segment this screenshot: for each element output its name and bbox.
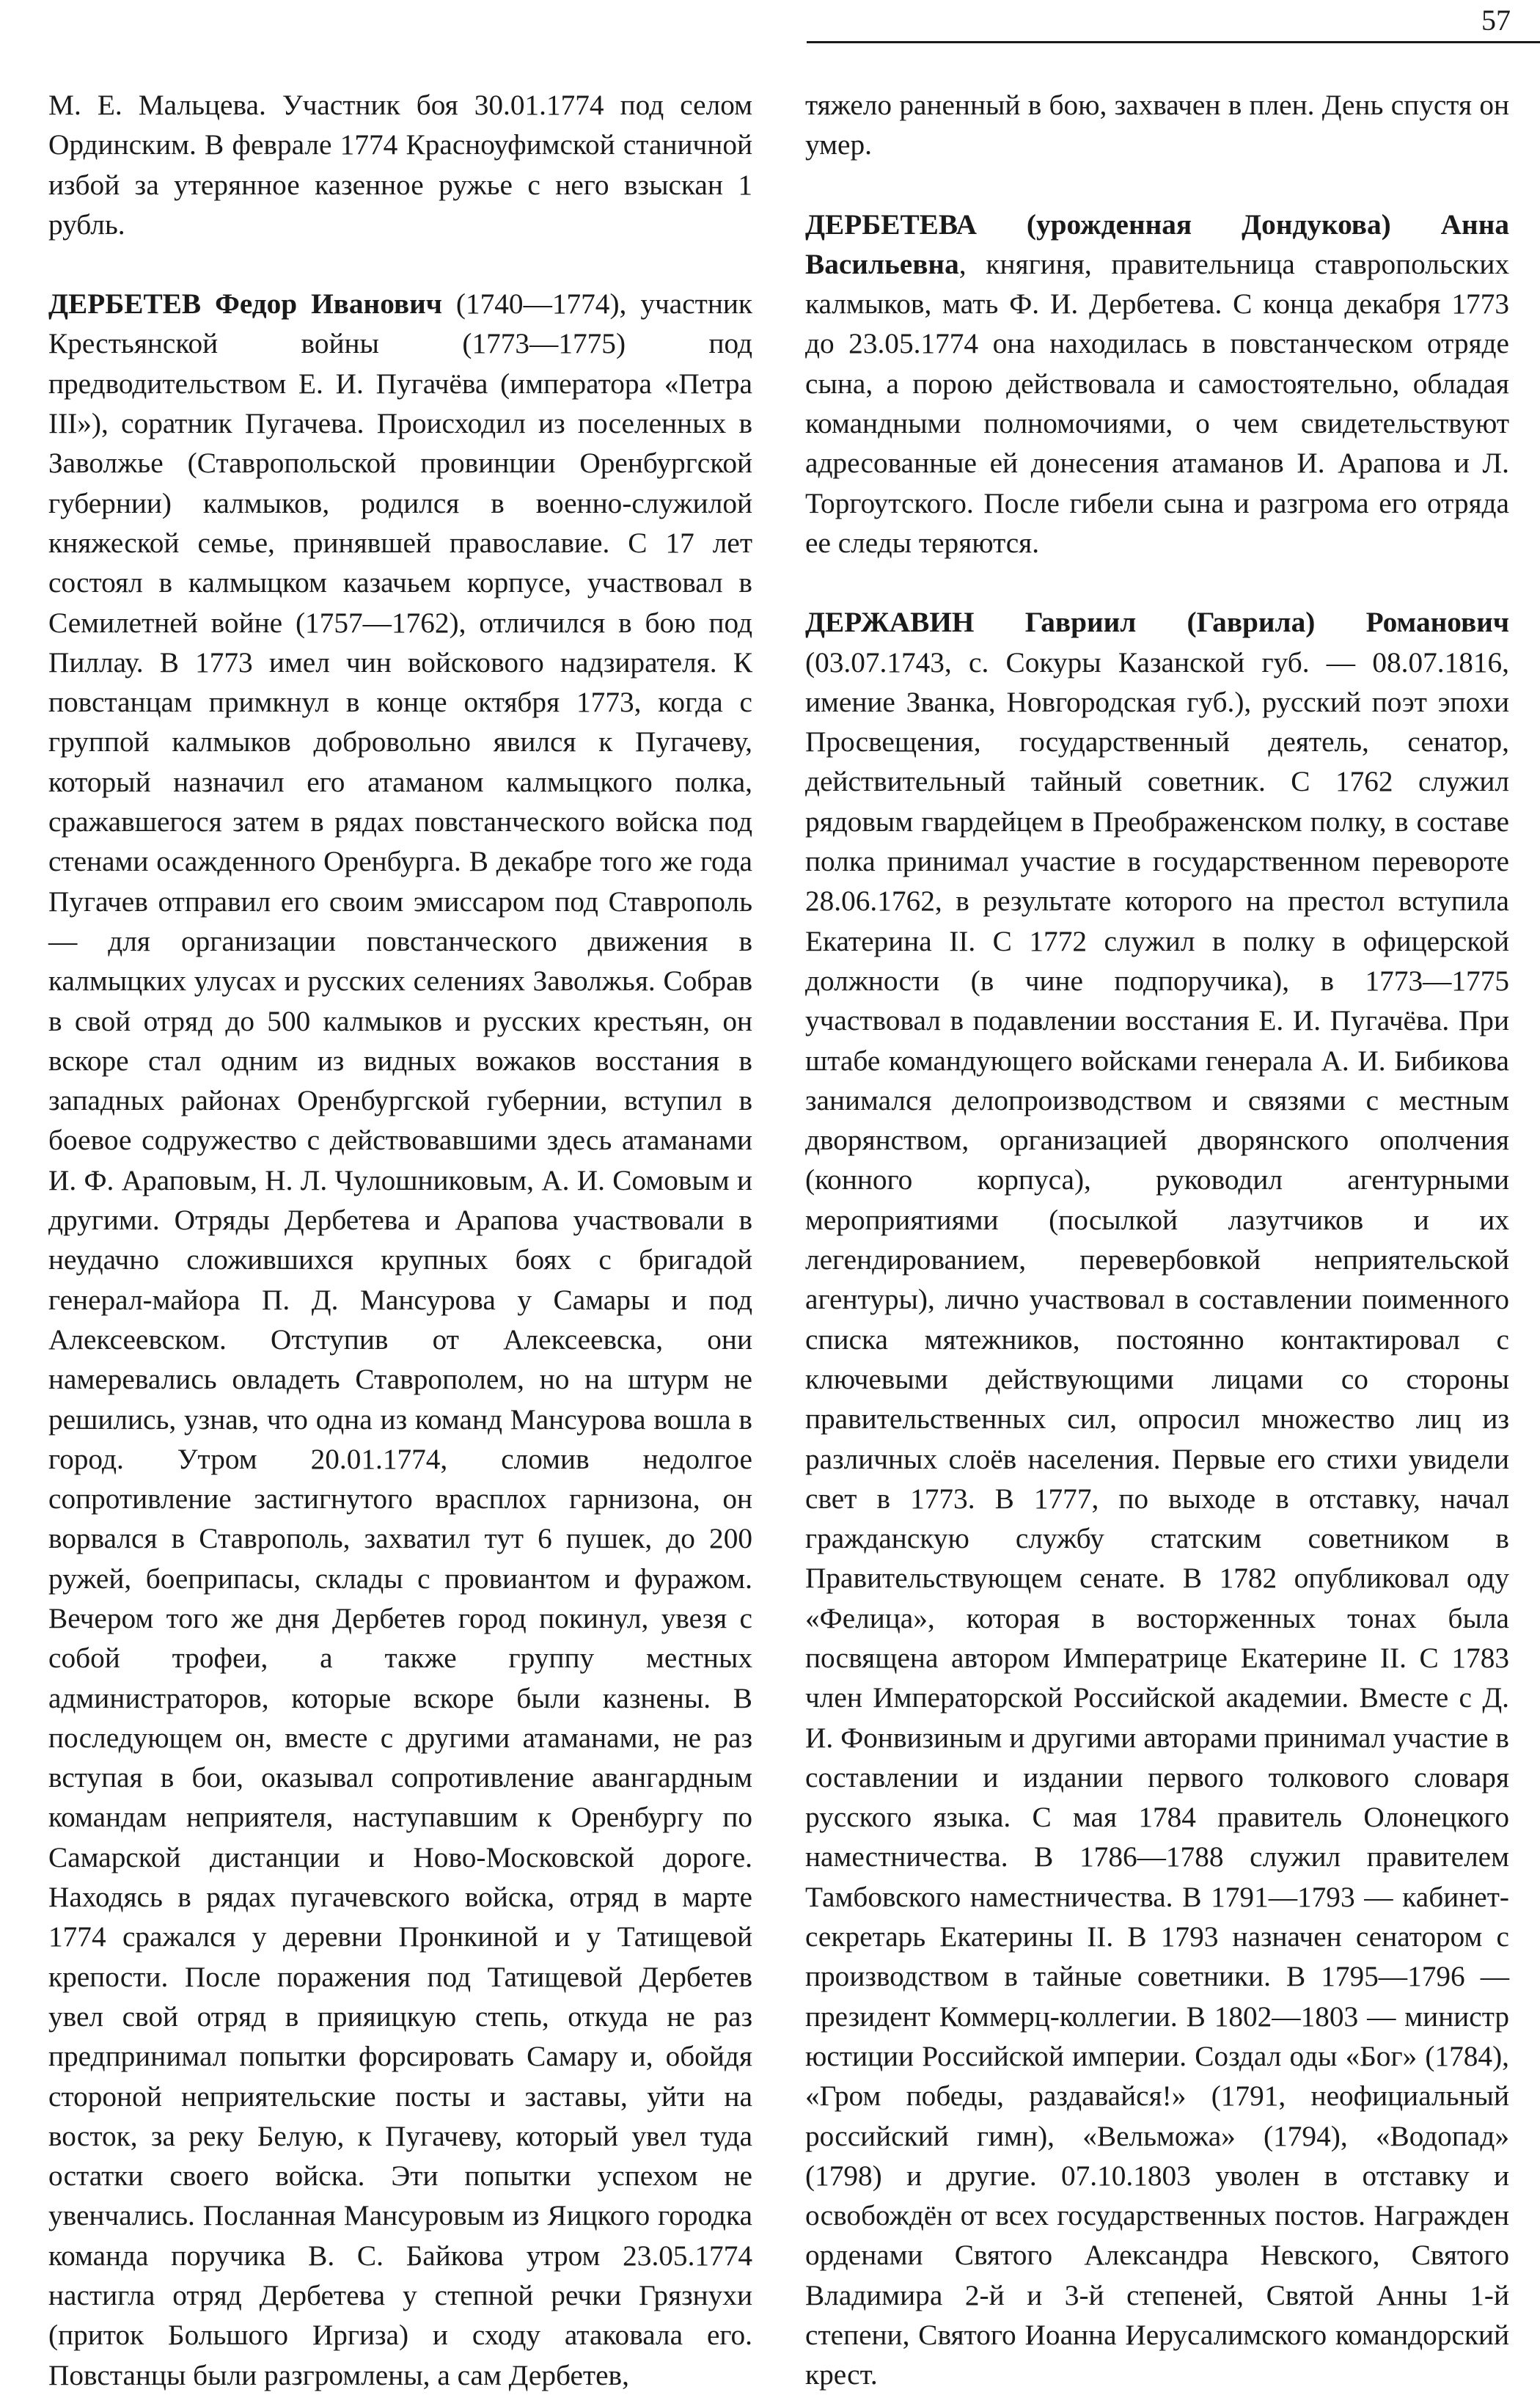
entry-continuation-right: тяжело раненный в бою, захвачен в плен. День спустя он умер. xyxy=(805,89,1509,161)
entry-headword: ДЕРЖАВИН Гавриил (Гаврила) Романович xyxy=(805,606,1509,639)
entry-headword: ДЕРБЕТЕВ Федор Иванович xyxy=(48,288,442,321)
entry-body: (03.07.1743, с. Сокуры Казанской губ. — 08.07.1816, имение Званка, Новгородская губ.), русский поэт эпохи Просвещения, государственный деятель, сенатор, действительный тайный советник. С 1762 служил рядовым гвардейцем в Преображенском полку, в составе полка принимал участие в государственном перевороте 28.06.1762, в результате которого на престол вступила Екатерина II. С 1772 служил в полку в офицерской должности (в чине подпоручика), в 1773—1775 участвовал в подавлении восстания Е. И. Пугачёва. При штабе командующего войсками генерала А. И. Бибикова занимался делопроизводством и связями с местным дворянством, организацией дворянского ополчения (конного корпуса), руководил агентурными мероприятиями (посылкой лазутчиков и их легендированием, перевербовкой неприятельской агентуры), лично участвовал в составлении поименного списка мятежников, постоянно контактировал с ключевыми действующими лицами со стороны правительственных сил, опросил множество лиц из различных слоёв населения. Первые его стихи увидели свет в 1773. В 1777, по выходе в отставку, начал гражданскую службу статским советником в Правительствующем сенате. В 1782 опубликовал оду «Фелица», которая в восторженных тонах была посвящена автором Императрице Екатерине II. С 1783 член Императорской Российской академии. Вместе с Д. И. Фонвизиным и другими авторами принимал участие в составлении и издании первого толкового словаря русского языка. С мая 1784 правитель Олонецкого наместничества. В 1786—1788 служил правителем Тамбовского наместничества. В 1791—1793 — кабинет-секретарь Екатерины II. В 1793 назначен сенатором с производством в тайные советники. В 1795—1796 — президент Коммерц-коллегии. В 1802—1803 — министр юстиции Российской империи. Создал оды «Бог» (1784), «Гром победы, раздавайся!» (1791, неофициальный российский гимн), «Вельможа» (1794), «Водопад» (1798) и другие. 07.10.1803 уволен в отставку и освобождён от всех государственных постов. Награжден орденами Святого Александра Невского, Святого Владимира 2-й и 3-й степеней, Святой Анны 1-й степени, Святого Иоанна Иерусалимского командорский крест. xyxy=(805,646,1509,2391)
entry-headword: ДЕРБЕТЕВА (урожденная Дондукова) Анна Васильевна xyxy=(805,208,1509,280)
entry-body: (1740—1774), участник Крестьянской войны (1773—1775) под предводительством Е. И. Пугачёва (императора «Петра III»), соратник Пугачева. Происходил из поселенных в Заволжье (Ставропольской провинции Оренбургской губернии) калмыков, родился в военно-служилой княжеской семье, принявшей православие. С 17 лет состоял в калмыцком казачьем корпусе, участвовал в Семилетней войне (1757—1762), отличился в бою под Пиллау. В 1773 имел чин войскового надзирателя. К повстанцам примкнул в конце октября 1773, когда с группой калмыков добровольно явился к Пугачеву, который назначил его атаманом калмыцкого полка, сражавшегося затем в рядах повстанческого войска под стенами осажденного Оренбурга. В декабре того же года Пугачев отправил его своим эмиссаром под Ставрополь — для организации повстанческого движения в калмыцких улусах и русских селениях Заволжья. Собрав в свой отряд до 500 калмыков и русских крестьян, он вскоре стал одним из видных вожаков восстания в западных районах Оренбургской губернии, вступил в боевое содружество с действовавшими здесь атаманами И. Ф. Араповым, Н. Л. Чулошниковым, А. И. Сомовым и другими. Отряды Дербетева и Арапова участвовали в неудачно сложившихся крупных боях с бригадой генерал-майора П. Д. Мансурова у Самары и под Алексеевском. Отступив от Алексеевска, они намеревались овладеть Ставрополем, но на штурм не решились, узнав, что одна из команд Мансурова вошла в город. Утром 20.01.1774, сломив недолгое сопротивление застигнутого врасплох гарнизона, он ворвался в Ставрополь, захватил тут 6 пушек, до 200 ружей, боеприпасы, склады с провиантом и фуражом. Вечером того же дня Дербетев город покинул, увезя с собой трофеи, а также группу местных администраторов, которые вскоре были казнены. В последующем он, вместе с другими атаманами, не раз вступая в бои, оказывал сопротивление авангардным командам неприятеля, наступавшим к Оренбургу по Самарской дистанции и Ново-Московской дороге. Находясь в рядах пугачевского войска, отряд в марте 1774 сражался у деревни Пронкиной и у Татищевой крепости. После поражения под Татищевой Дербетев увел свой отряд в прияицкую степь, откуда не раз предпринимал попытки форсировать Самару и, обойдя стороной неприятельские посты и заставы, уйти на восток, за реку Белую, к Пугачеву, который увел туда остатки своего войска. Эти попытки успехом не увенчались. Посланная Мансуровым из Яицкого городка команда поручика В. С. Байкова утром 23.05.1774 настигла отряд Дербетева у степной речки Грязнухи (приток Большого Иргиза) и сходу атаковала его. Повстанцы были разгромлены, а сам Дербетев, xyxy=(48,288,752,2391)
entry-derbetev xyxy=(48,284,752,2395)
entry-derzhavin xyxy=(805,602,1509,2394)
page-number: 57 xyxy=(1481,4,1511,37)
right-column xyxy=(805,85,1509,2395)
left-column xyxy=(48,85,752,2395)
entry-body: , княгиня, правительница ставропольских калмыков, мать Ф. И. Дербетева. С конца декабря 1773 до 23.05.1774 она находилась в повстанческом отряде сына, а порою действовала и самостоятельно, обладая командными полномочиями, о чем свидетельствуют адресованные ей донесения атаманов И. Арапова и Л. Торгоутского. После гибели сына и разгрома его отряда ее следы теряются. xyxy=(805,247,1509,559)
entry-continuation-left: М. Е. Мальцева. Участник боя 30.01.1774 под селом Ординским. В феврале 1774 Красноуфимской станичной избой за утерянное казенное ружье с него взыскан 1 рубль. xyxy=(48,89,752,241)
entry-derbeteva xyxy=(805,205,1509,563)
header-rule xyxy=(807,41,1540,43)
